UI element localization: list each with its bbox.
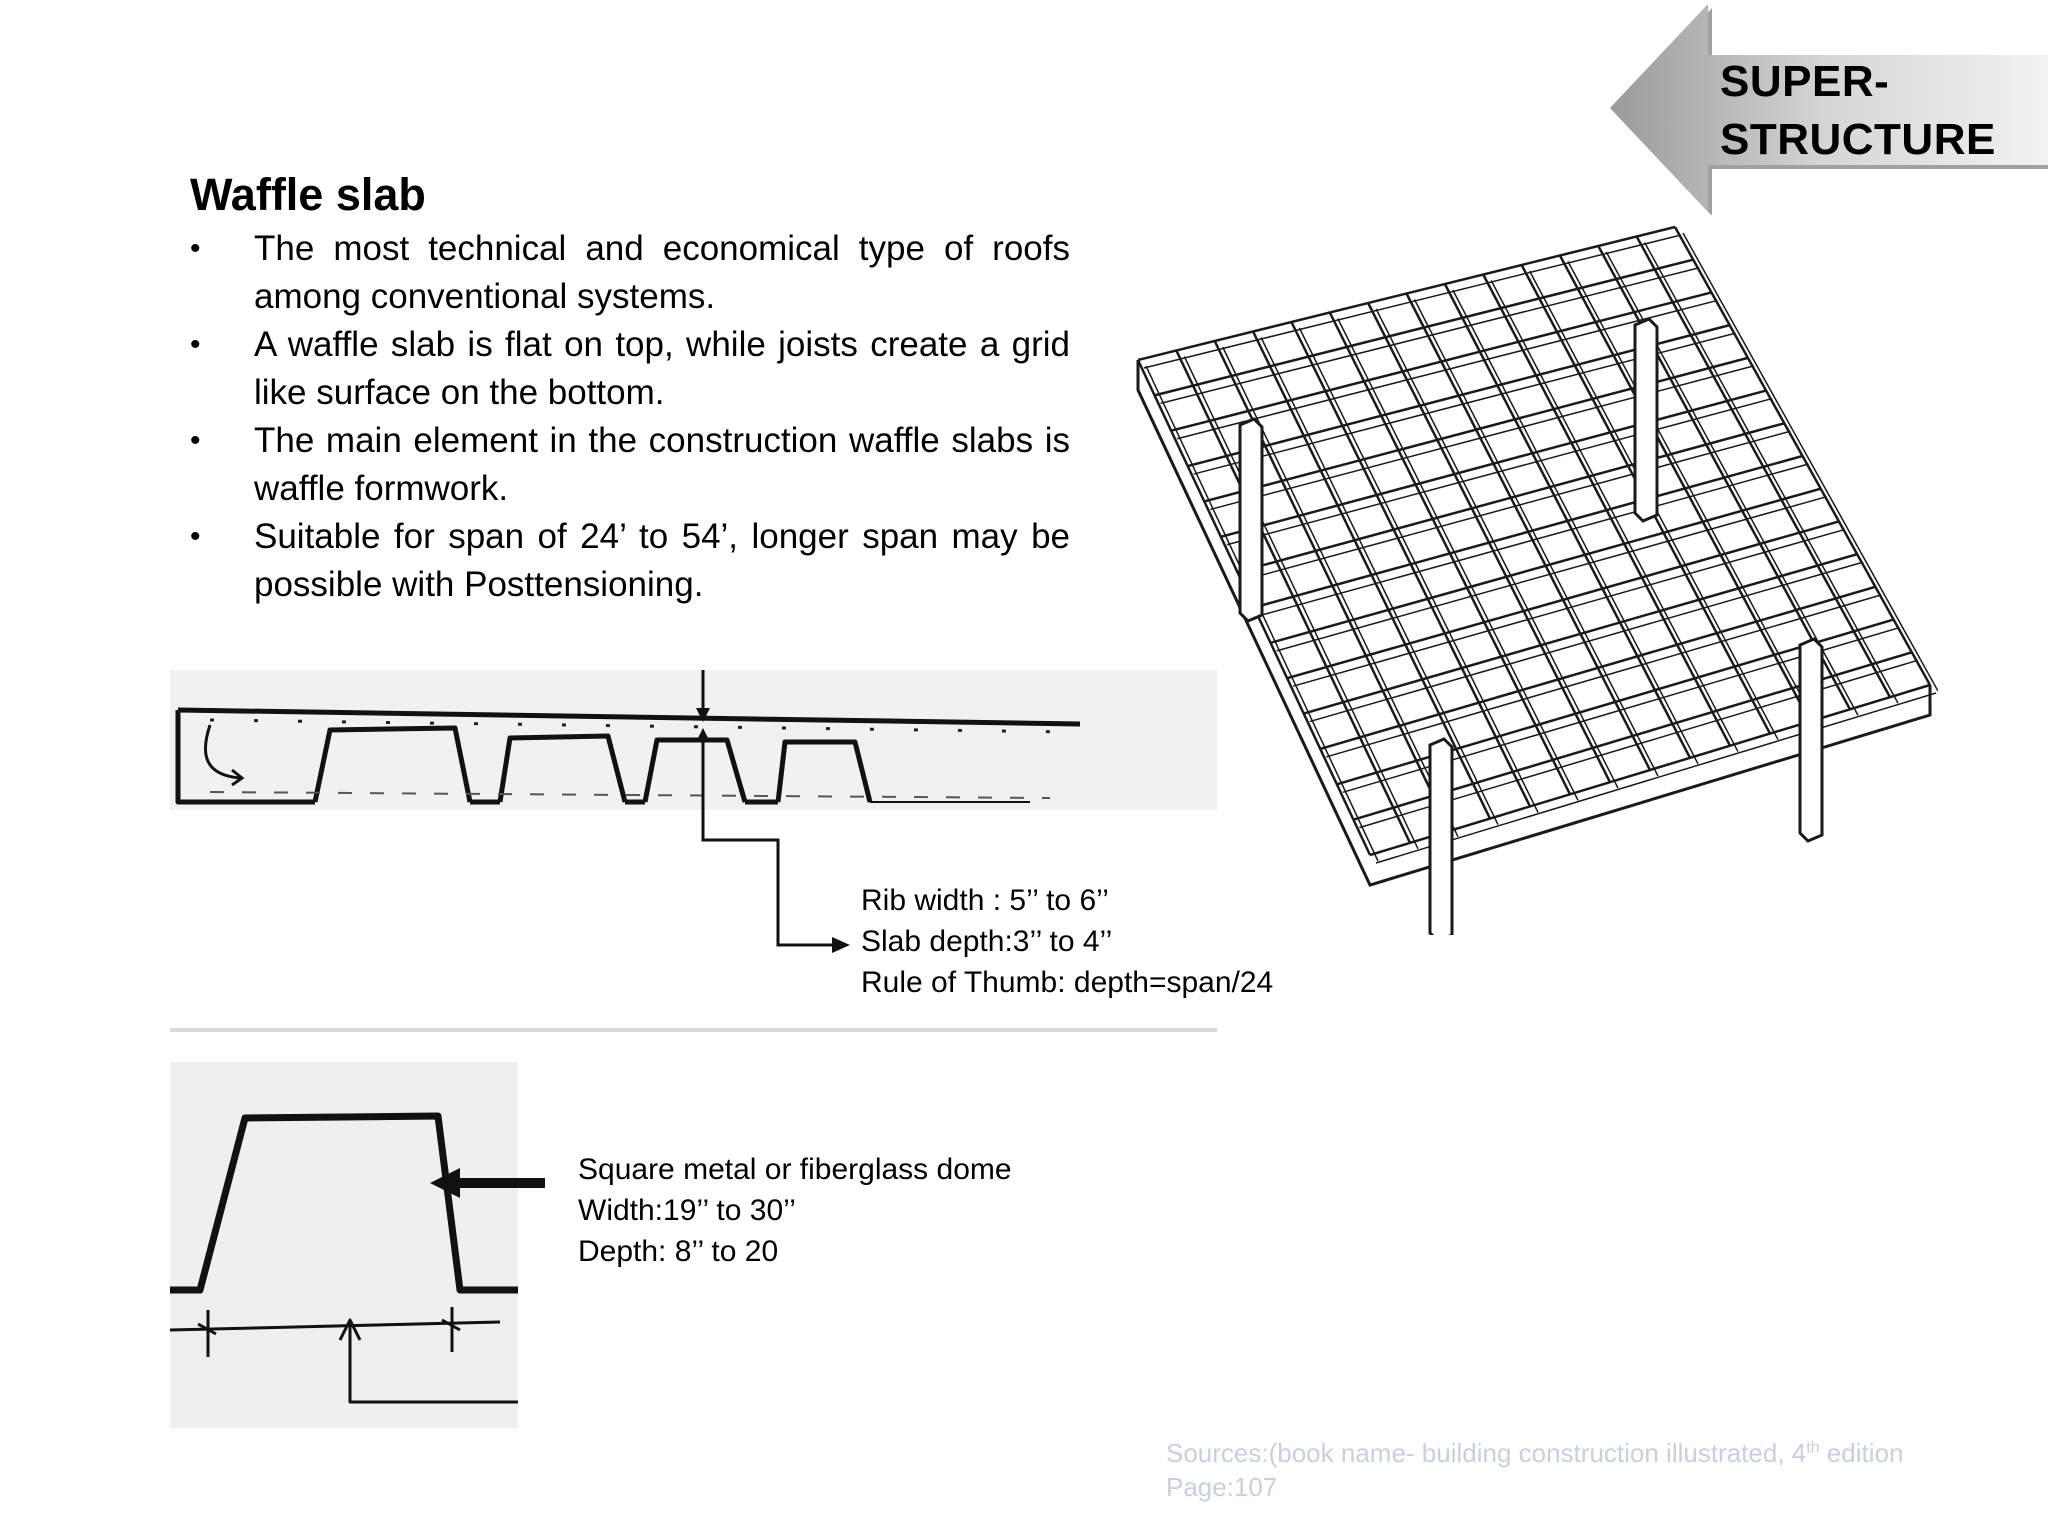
dome-depth-note: Depth: 8’’ to 20 (578, 1235, 779, 1268)
slab-depth-note: Slab depth:3’’ to 4’’ (861, 925, 1113, 958)
bullet-text: A waffle slab is flat on top, while joists create a grid like surface on the bottom. (254, 325, 1070, 412)
bullet-icon: • (190, 520, 201, 553)
left-arrow-icon (430, 1164, 550, 1204)
waffle-section-sketch (170, 670, 1217, 810)
sources-note (1166, 1436, 1903, 1504)
bullet-text: The most technical and economical type of roofs among conventional systems. (254, 229, 1070, 316)
page-title: Waffle slab (190, 169, 426, 220)
list-item (190, 417, 1070, 513)
rule-of-thumb-note: Rule of Thumb: depth=span/24 (861, 966, 1274, 999)
list-item (190, 321, 1070, 417)
rib-width-note: Rib width : 5’’ to 6’’ (861, 884, 1109, 917)
dome-notes (578, 1149, 1012, 1272)
bullet-icon: • (190, 232, 201, 265)
bullet-text: The main element in the construction waffle slabs is waffle formwork. (254, 421, 1070, 508)
dome-description: Square metal or fiberglass dome (578, 1153, 1012, 1186)
sources-citation: Sources:(book name- building construction illustrated, 4th edition (1166, 1438, 1904, 1468)
sources-page: Page:107 (1166, 1472, 1278, 1502)
bullet-text: Suitable for span of 24’ to 54’, longer span may be possible with Posttensioning. (254, 517, 1070, 604)
bullet-list (190, 225, 1070, 609)
badge-line: STRUCTURE (1720, 115, 1996, 164)
waffle-slab-isometric (1130, 215, 1938, 935)
dome-width-note: Width:19’’ to 30’’ (578, 1194, 796, 1227)
list-item (190, 513, 1070, 609)
badge-line: SUPER- (1720, 57, 1890, 106)
divider (170, 1020, 1217, 1026)
list-item (190, 225, 1070, 321)
bullet-icon: • (190, 424, 201, 457)
dome-detail-sketch (170, 1062, 518, 1428)
section-badge (1600, 0, 2048, 215)
bullet-icon: • (190, 328, 201, 361)
